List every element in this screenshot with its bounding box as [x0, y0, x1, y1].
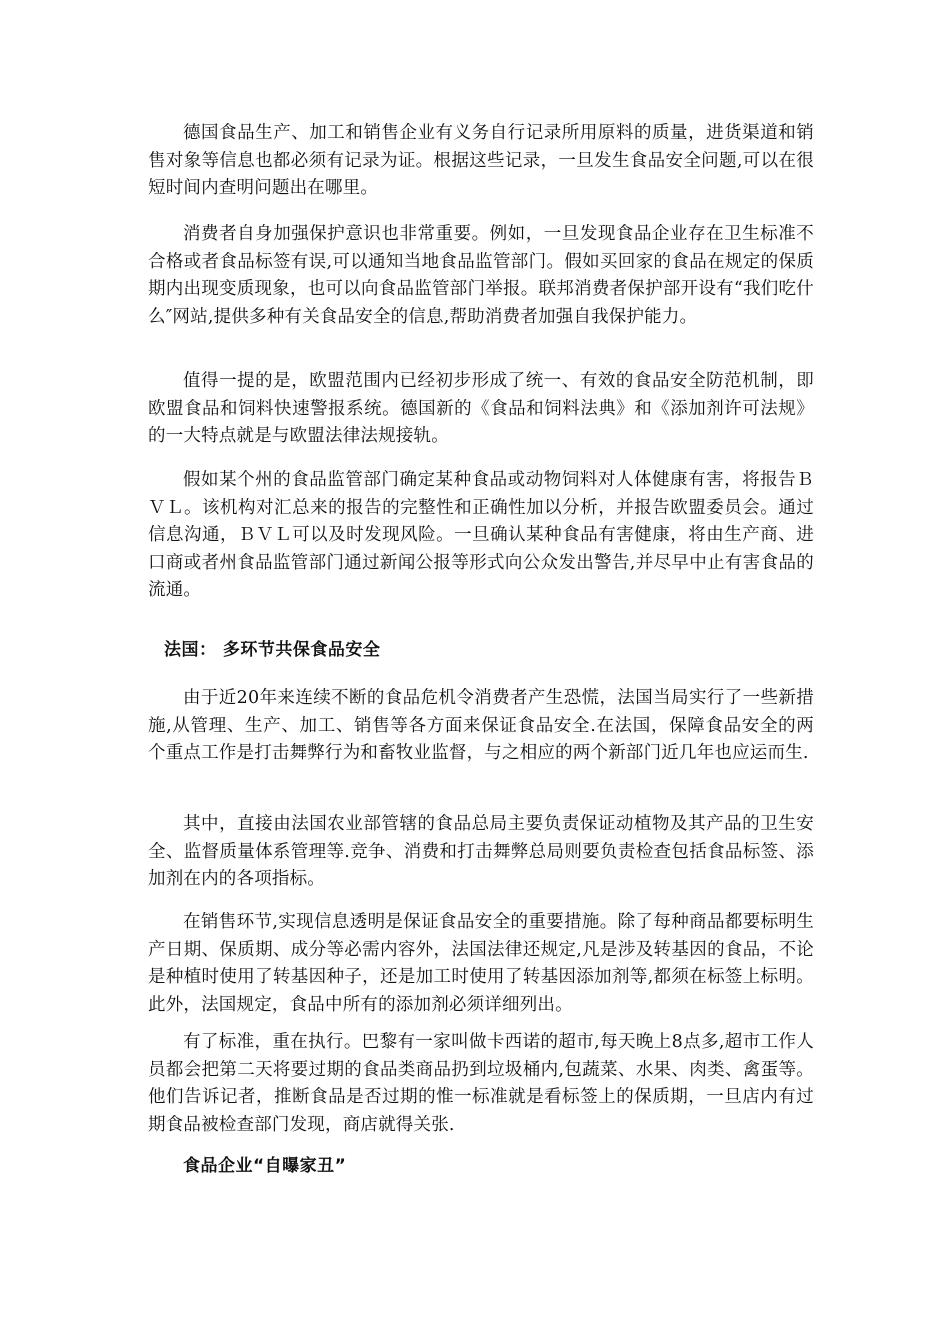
paragraph-germany-consumers: 消费者自身加强保护意识也非常重要。例如，一旦发现食品企业存在卫生标准不合格或者食品标签有误,可以通知当地食品监管部门。假如买回家的食品在规定的保质期内出现变质现象，也可以向食品监管部门举报。联邦消费者保护部开设有“我们吃什么″网站,提供多种有关食品安全的信息,帮助消费者加强自我保护能力。 — [148, 224, 814, 327]
paragraph-france-agencies: 其中，直接由法国农业部管辖的食品总局主要负责保证动植物及其产品的卫生安全、监督质量体系管理等.竞争、消费和打击舞弊总局则要负责检查包括食品标签、添加剂在内的各项指标。 — [148, 814, 814, 889]
paragraph-france-labeling: 在销售环节,实现信息透明是保证食品安全的重要措施。除了每种商品都要标明生产日期、保质期、成分等必需内容外，法国法律还规定,凡是涉及转基因的食品，不论是种植时使用了转基因种子，还是加工时使用了转基因添加剂等,都须在标签上标明。此外，法国规定，食品中所有的添加剂必须详细列出。 — [148, 912, 814, 1015]
paragraph-germany-records: 德国食品生产、加工和销售企业有义务自行记录所用原料的质量，进货渠道和销售对象等信息也都必须有记录为证。根据这些记录，一旦发生食品安全问题,可以在很短时间内查明问题出在哪里。 — [148, 123, 814, 198]
section-heading-france: 法国： 多环节共保食品安全 — [164, 640, 381, 660]
paragraph-france-measures: 由于近20年来连续不断的食品危机令消费者产生恐慌，法国当局实行了一些新措施,从管理、生产、加工、销售等各方面来保证食品安全.在法国，保障食品安全的两个重点工作是打击舞弊行为和畜牧业监督，与之相应的两个新部门近几年也应运而生. — [148, 688, 814, 763]
paragraph-germany-eu-alert: 值得一提的是，欧盟范围内已经初步形成了统一、有效的食品安全防范机制，即欧盟食品和饲料快速警报系统。德国新的《食品和饲料法典》和《添加剂许可法规》的一大特点就是与欧盟法律法规接轨。 — [148, 371, 814, 446]
paragraph-france-enforcement: 有了标准，重在执行。巴黎有一家叫做卡西诺的超市,每天晚上8点多,超市工作人员都会把第二天将要过期的食品类商品扔到垃圾桶内,包蔬菜、水果、肉类、禽蛋等。他们告诉记者，推断食品是否过期的惟一标准就是看标签上的保质期，一旦店内有过期食品被检查部门发现，商店就得关张. — [148, 1032, 814, 1135]
section-heading-enterprise: 食品企业“自曝家丑” — [183, 1156, 347, 1176]
paragraph-germany-bvl: 假如某个州的食品监管部门确定某种食品或动物饲料对人体健康有害，将报告ＢＶＬ。该机构对汇总来的报告的完整性和正确性加以分析，并报告欧盟委员会。通过信息沟通，ＢＶＬ可以及时发现风险。一旦确认某种食品有害健康，将由生产商、进口商或者州食品监管部门通过新闻公报等形式向公众发出警告,并尽早中止有害食品的流通。 — [148, 470, 814, 600]
